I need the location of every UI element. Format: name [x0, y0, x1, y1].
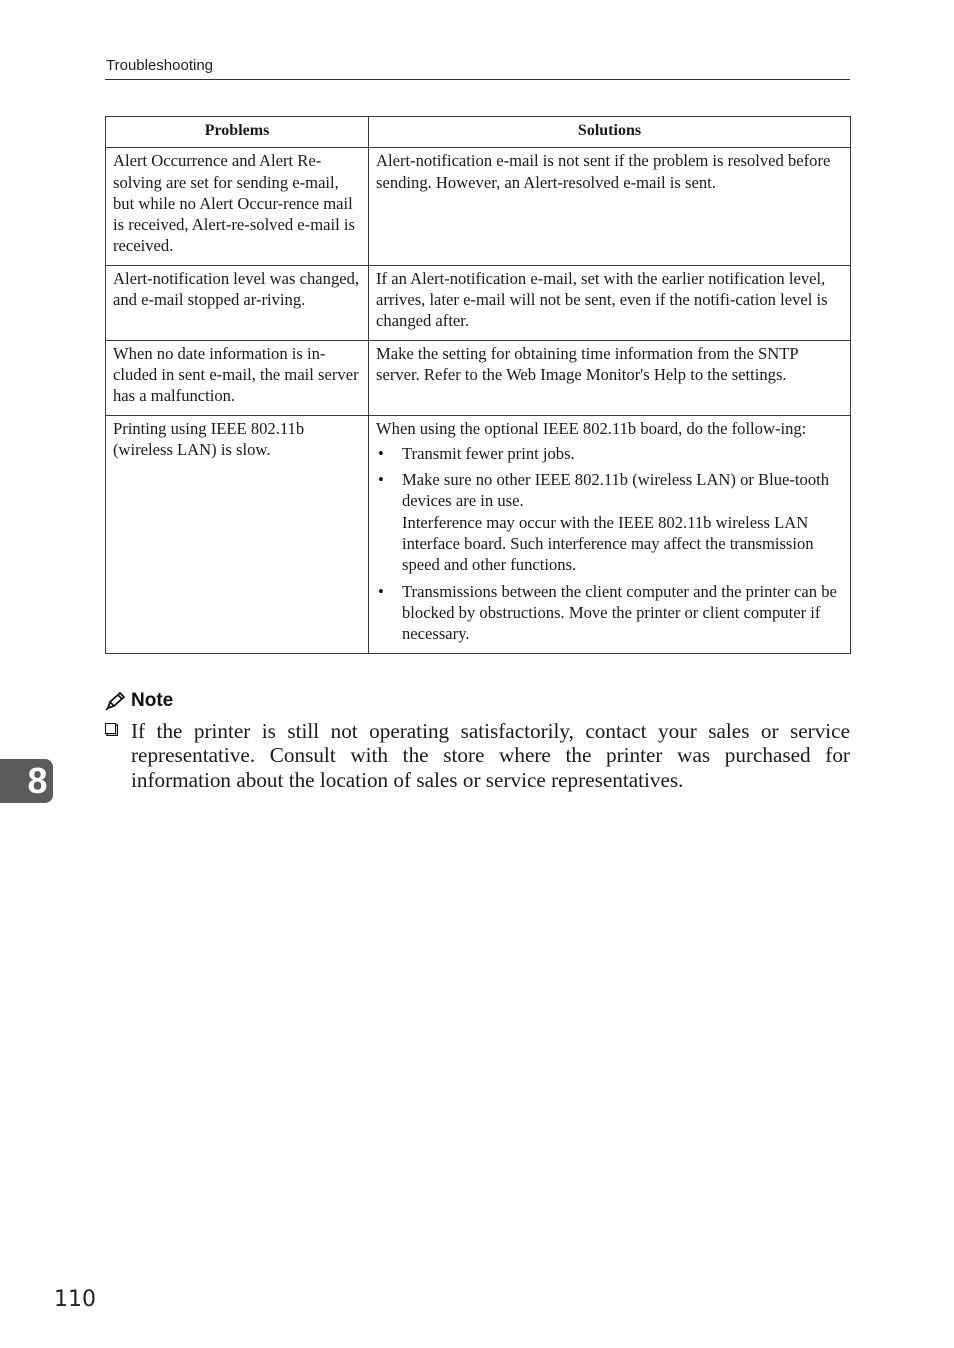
column-header-problems: Problems — [106, 117, 369, 148]
solution-cell — [369, 148, 851, 265]
solution-text: Alert-notification e-mail is not sent if the problem is resolved before sending. However, an Alert-resolved e-mail is sent. — [376, 151, 831, 192]
bullet-item — [376, 443, 844, 464]
troubleshooting-table — [105, 116, 851, 654]
solution-text: If an Alert-notification e-mail, set with the earlier notification level, arrives, later e-mail will not be sent, even if the notifi-cation level is changed after. — [376, 268, 828, 331]
problem-cell: Alert Occurrence and Alert Re-solving are set for sending e-mail, but while no Alert Occur-rence mail is received, Alert-re-solved e-mail is received. — [106, 148, 369, 265]
problem-cell: Alert-notification level was changed, and e-mail stopped ar-riving. — [106, 265, 369, 340]
bullet-text: Transmissions between the client computer and the printer can be blocked by obstructions. Move the printer or client computer if necessary. — [402, 581, 837, 644]
note-heading — [105, 690, 173, 712]
table-row — [106, 148, 851, 265]
bullet-icon: • — [378, 581, 384, 601]
note-label: Note — [131, 690, 174, 711]
note-item — [105, 719, 850, 792]
column-header-solutions: Solutions — [369, 117, 851, 148]
bullet-item — [376, 469, 844, 575]
pencil-icon — [105, 691, 127, 711]
table-row — [106, 340, 851, 415]
solution-cell — [369, 265, 851, 340]
running-header: Troubleshooting — [106, 57, 214, 74]
problem-cell: When no date information is in-cluded in sent e-mail, the mail server has a malfunction. — [106, 340, 369, 415]
solution-bullet-list — [376, 443, 844, 645]
page-number: 110 — [54, 1287, 96, 1312]
table-row — [106, 265, 851, 340]
bullet-item — [376, 581, 844, 645]
solution-cell — [369, 415, 851, 653]
bullet-text: Make sure no other IEEE 802.11b (wireless LAN) or Blue-tooth devices are in use. — [402, 470, 830, 511]
bullet-icon: • — [378, 470, 384, 490]
table-row — [106, 415, 851, 653]
solution-text: When using the optional IEEE 802.11b board, do the follow-ing: — [376, 418, 807, 438]
bullet-icon: • — [378, 443, 384, 463]
header-rule — [105, 79, 850, 80]
table-header-row — [106, 117, 851, 148]
checkbox-icon — [105, 723, 118, 736]
note-text: If the printer is still not operating satisfactorily, contact your sales or service representative. Consult with the store where the printer was purchased for information about the location of sales or service representatives. — [131, 719, 850, 792]
bullet-subtext: Interference may occur with the IEEE 802.11b wireless LAN interface board. Such interference may affect the transmission speed and other functions. — [402, 512, 814, 575]
solution-cell — [369, 340, 851, 415]
solution-text: Make the setting for obtaining time information from the SNTP server. Refer to the Web Image Monitor's Help to the settings. — [376, 343, 798, 384]
bullet-text: Transmit fewer print jobs. — [402, 443, 575, 463]
problem-cell: Printing using IEEE 802.11b (wireless LAN) is slow. — [106, 415, 369, 653]
chapter-tab: 8 — [0, 759, 53, 803]
